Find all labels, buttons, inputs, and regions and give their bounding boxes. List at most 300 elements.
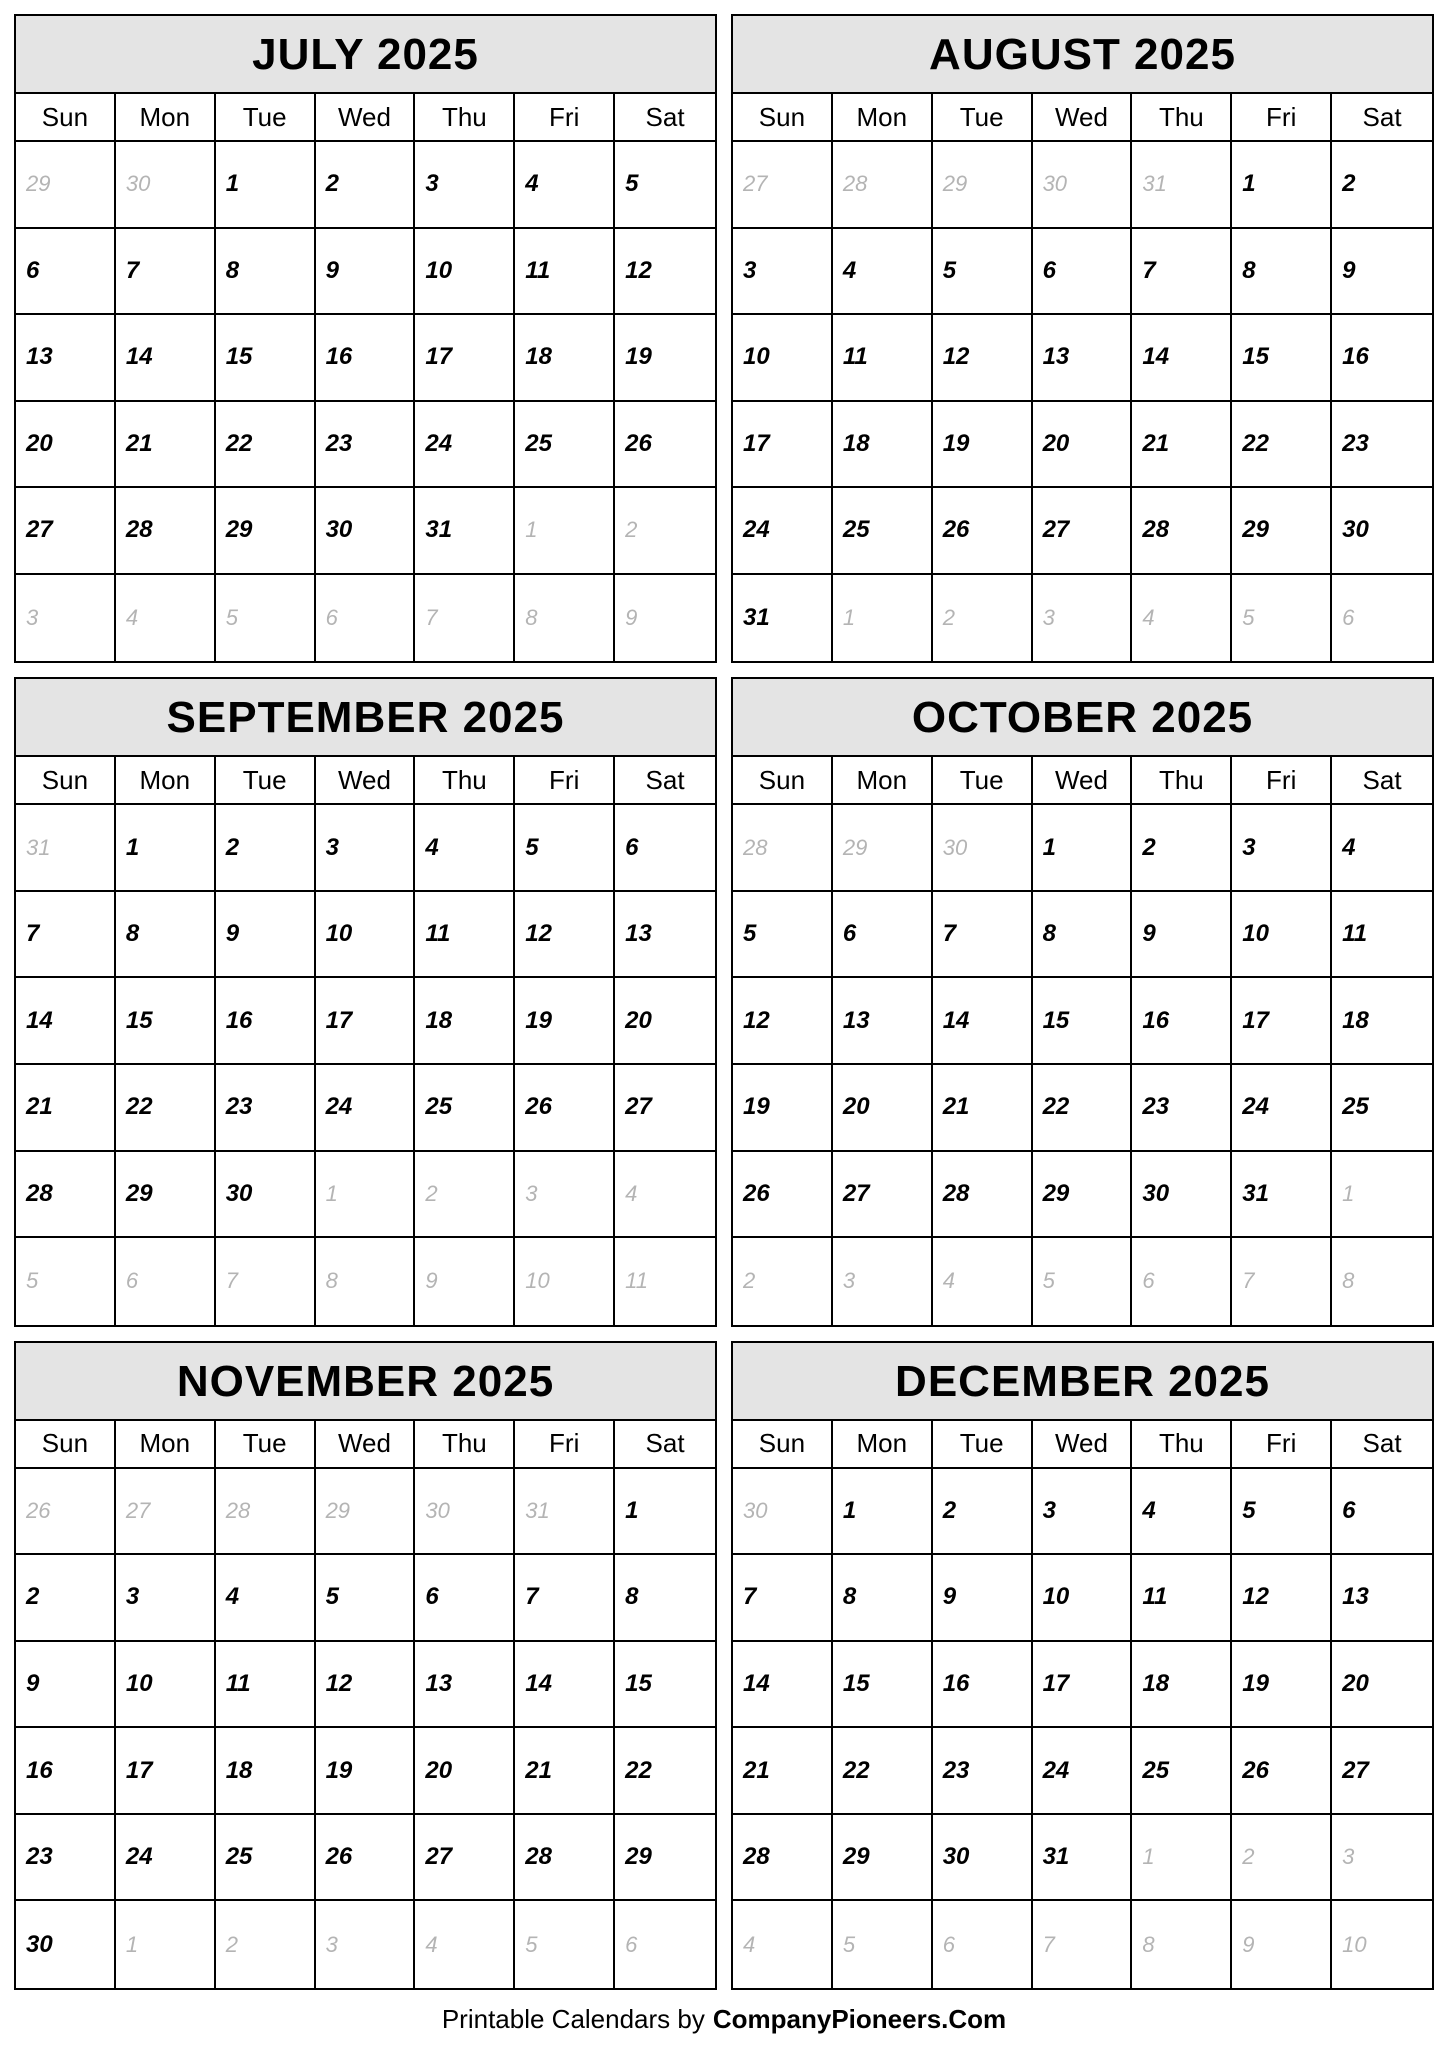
day-cell[interactable]: 17 [733, 402, 833, 487]
day-cell[interactable]: 17 [1033, 1642, 1133, 1727]
day-cell-adjacent-month[interactable]: 5 [515, 1901, 615, 1988]
day-cell[interactable]: 24 [733, 488, 833, 573]
day-cell-adjacent-month[interactable]: 30 [116, 142, 216, 227]
weekday-header-cell: Fri [515, 757, 615, 803]
day-cell[interactable]: 5 [625, 170, 639, 198]
day-cell-adjacent-month[interactable]: 5 [833, 1901, 933, 1988]
day-cell-adjacent-month[interactable]: 31 [16, 805, 116, 890]
day-cell[interactable]: 7 [933, 892, 1033, 977]
day-cell[interactable]: 14 [733, 1642, 833, 1727]
day-cell[interactable]: 12 [1232, 1555, 1332, 1640]
weekday-header-row [733, 757, 1432, 805]
day-cell[interactable]: 12 [933, 315, 1033, 400]
day-cell[interactable]: 26 [1232, 1728, 1332, 1813]
day-cell-adjacent-month[interactable]: 3 [316, 1901, 416, 1988]
day-cell[interactable]: 18 [833, 402, 933, 487]
day-cell-adjacent-month[interactable]: 9 [1232, 1901, 1332, 1988]
day-cell[interactable]: 6 [833, 892, 933, 977]
day-cell[interactable]: 2 [1132, 805, 1232, 890]
day-cell[interactable]: 21 [16, 1065, 116, 1150]
day-cell-adjacent-month[interactable]: 10 [515, 1238, 615, 1325]
day-cell-adjacent-month[interactable]: 3 [16, 575, 116, 662]
day-cell[interactable]: 29 [833, 1815, 933, 1900]
day-cell-adjacent-month[interactable]: 3 [833, 1238, 933, 1325]
day-cell[interactable]: 22 [833, 1728, 933, 1813]
day-cell[interactable]: 13 [833, 978, 933, 1063]
day-cell[interactable]: 20 [833, 1065, 933, 1150]
weekday-header-cell: Sun [16, 1421, 116, 1467]
day-cell[interactable]: 17 [415, 315, 515, 400]
day-cell-adjacent-month[interactable]: 27 [116, 1469, 216, 1554]
day-cell[interactable]: 10 [116, 1642, 216, 1727]
day-cell[interactable]: 28 [933, 1152, 1033, 1237]
day-cell[interactable]: 16 [16, 1728, 116, 1813]
day-cell[interactable]: 29 [625, 1843, 652, 1871]
day-cell[interactable]: 24 [1033, 1728, 1133, 1813]
day-cell-adjacent-month[interactable]: 4 [1132, 575, 1232, 662]
day-cell[interactable]: 7 [515, 1555, 615, 1640]
day-cell-adjacent-month[interactable]: 29 [16, 142, 116, 227]
day-cell-adjacent-month[interactable]: 3 [1342, 1844, 1355, 1870]
day-cell[interactable]: 6 [625, 833, 639, 861]
day-cell-adjacent-month[interactable]: 6 [625, 1931, 638, 1957]
day-cell-adjacent-month[interactable]: 7 [415, 575, 515, 662]
footer-brand: CompanyPioneers.Com [712, 2003, 1007, 2034]
day-cell-adjacent-month[interactable]: 4 [625, 1180, 638, 1206]
day-cell[interactable]: 18 [515, 315, 615, 400]
weekday-header-cell: Wed [1033, 1421, 1133, 1467]
day-cell[interactable]: 30 [1132, 1152, 1232, 1237]
day-cell[interactable]: 15 [1033, 978, 1133, 1063]
day-cell[interactable]: 10 [1232, 892, 1332, 977]
day-cell[interactable]: 20 [16, 402, 116, 487]
weekday-header-cell: Sun [733, 94, 833, 140]
day-cell[interactable]: 4 [1342, 833, 1356, 861]
day-cell[interactable]: 19 [625, 343, 652, 371]
day-cell[interactable]: 28 [116, 488, 216, 573]
day-cell[interactable]: 5 [733, 892, 833, 977]
day-cell[interactable]: 12 [316, 1642, 416, 1727]
day-cell-adjacent-month[interactable]: 29 [933, 142, 1033, 227]
day-cell[interactable]: 23 [933, 1728, 1033, 1813]
day-cell[interactable]: 20 [1342, 1670, 1369, 1698]
day-cell[interactable]: 23 [216, 1065, 316, 1150]
weekday-header-cell: Tue [216, 1421, 316, 1467]
week-row [733, 1238, 1432, 1325]
day-cell[interactable]: 9 [316, 229, 416, 314]
day-cell[interactable]: 7 [1132, 229, 1232, 314]
day-cell[interactable]: 13 [16, 315, 116, 400]
day-cell[interactable]: 22 [1232, 402, 1332, 487]
day-cell[interactable]: 18 [1132, 1642, 1232, 1727]
weekday-header-cell: Sat [1362, 764, 1402, 795]
day-cell[interactable]: 11 [415, 892, 515, 977]
day-cell[interactable]: 11 [1132, 1555, 1232, 1640]
weekday-header-cell: Tue [216, 757, 316, 803]
day-cell[interactable]: 13 [415, 1642, 515, 1727]
week-row [733, 315, 1432, 402]
day-cell[interactable]: 20 [625, 1006, 652, 1034]
day-cell-adjacent-month[interactable]: 29 [316, 1469, 416, 1554]
week-row [733, 229, 1432, 316]
day-cell-adjacent-month[interactable]: 1 [515, 488, 615, 573]
day-cell[interactable]: 28 [515, 1815, 615, 1900]
day-cell[interactable]: 12 [625, 256, 652, 284]
day-cell[interactable]: 29 [116, 1152, 216, 1237]
day-cell[interactable]: 10 [733, 315, 833, 400]
day-cell-adjacent-month[interactable]: 6 [1132, 1238, 1232, 1325]
day-cell-adjacent-month[interactable]: 1 [316, 1152, 416, 1237]
day-cell[interactable]: 25 [415, 1065, 515, 1150]
day-cell[interactable]: 8 [625, 1583, 639, 1611]
day-cell[interactable]: 25 [833, 488, 933, 573]
day-cell-adjacent-month[interactable]: 8 [316, 1238, 416, 1325]
day-cell[interactable]: 29 [216, 488, 316, 573]
day-cell-adjacent-month[interactable]: 1 [116, 1901, 216, 1988]
day-cell[interactable]: 18 [415, 978, 515, 1063]
weeks-body [16, 1469, 715, 1988]
day-cell[interactable]: 3 [415, 142, 515, 227]
day-cell[interactable]: 7 [16, 892, 116, 977]
day-cell[interactable]: 5 [316, 1555, 416, 1640]
day-cell[interactable]: 24 [415, 402, 515, 487]
day-cell-adjacent-month[interactable]: 6 [1342, 605, 1355, 631]
day-cell-adjacent-month[interactable]: 9 [625, 605, 638, 631]
day-cell[interactable]: 26 [625, 429, 652, 457]
week-row [16, 1728, 715, 1815]
day-cell-adjacent-month[interactable]: 10 [1342, 1931, 1367, 1957]
day-cell[interactable]: 8 [216, 229, 316, 314]
day-cell[interactable]: 27 [625, 1093, 652, 1121]
day-cell[interactable]: 30 [216, 1152, 316, 1237]
day-cell[interactable]: 5 [1232, 1469, 1332, 1554]
week-row [16, 805, 715, 892]
weekday-header-cell: Thu [1132, 1421, 1232, 1467]
day-cell[interactable]: 15 [1232, 315, 1332, 400]
day-cell-adjacent-month[interactable]: 9 [415, 1238, 515, 1325]
week-row [16, 575, 715, 662]
day-cell-adjacent-month[interactable]: 6 [933, 1901, 1033, 1988]
day-cell[interactable]: 10 [1033, 1555, 1133, 1640]
day-cell[interactable]: 26 [933, 488, 1033, 573]
day-cell[interactable]: 19 [515, 978, 615, 1063]
day-cell-adjacent-month[interactable]: 30 [1033, 142, 1133, 227]
day-cell[interactable]: 11 [1342, 920, 1368, 948]
day-cell[interactable]: 5 [933, 229, 1033, 314]
weeks-body [16, 805, 715, 1324]
week-row [16, 1901, 715, 1988]
day-cell[interactable]: 17 [1232, 978, 1332, 1063]
day-cell-adjacent-month[interactable]: 4 [116, 575, 216, 662]
day-cell-adjacent-month[interactable]: 2 [415, 1152, 515, 1237]
day-cell-adjacent-month[interactable]: 1 [1132, 1815, 1232, 1900]
weekday-header-cell: Wed [316, 757, 416, 803]
day-cell[interactable]: 8 [116, 892, 216, 977]
day-cell[interactable]: 15 [116, 978, 216, 1063]
day-cell[interactable]: 16 [1132, 978, 1232, 1063]
weekday-header-cell: Mon [116, 1421, 216, 1467]
day-cell[interactable]: 31 [733, 575, 833, 662]
day-cell[interactable]: 31 [415, 488, 515, 573]
day-cell[interactable]: 15 [833, 1642, 933, 1727]
day-cell[interactable]: 1 [216, 142, 316, 227]
week-row [16, 1152, 715, 1239]
day-cell[interactable]: 23 [1132, 1065, 1232, 1150]
day-cell[interactable]: 24 [1232, 1065, 1332, 1150]
day-cell[interactable]: 14 [515, 1642, 615, 1727]
day-cell-adjacent-month[interactable]: 29 [833, 805, 933, 890]
day-cell[interactable]: 11 [833, 315, 933, 400]
day-cell-adjacent-month[interactable]: 5 [1033, 1238, 1133, 1325]
day-cell[interactable]: 7 [116, 229, 216, 314]
day-cell[interactable]: 18 [1342, 1006, 1369, 1034]
day-cell-adjacent-month[interactable]: 1 [1342, 1180, 1355, 1206]
day-cell[interactable]: 25 [515, 402, 615, 487]
day-cell[interactable]: 9 [16, 1642, 116, 1727]
week-row [16, 402, 715, 489]
day-cell[interactable]: 30 [933, 1815, 1033, 1900]
day-cell[interactable]: 1 [833, 1469, 933, 1554]
day-cell[interactable]: 8 [833, 1555, 933, 1640]
day-cell-adjacent-month[interactable]: 31 [1132, 142, 1232, 227]
day-cell[interactable]: 29 [1232, 488, 1332, 573]
day-cell-adjacent-month[interactable]: 30 [933, 805, 1033, 890]
weeks-body [16, 142, 715, 661]
day-cell[interactable]: 12 [733, 978, 833, 1063]
week-row [16, 142, 715, 229]
day-cell[interactable]: 13 [1342, 1583, 1369, 1611]
day-cell[interactable]: 27 [16, 488, 116, 573]
weekday-header-row [733, 94, 1432, 142]
day-cell-adjacent-month[interactable]: 8 [1342, 1268, 1355, 1294]
day-cell[interactable]: 4 [1132, 1469, 1232, 1554]
week-row [733, 1065, 1432, 1152]
day-cell[interactable]: 10 [316, 892, 416, 977]
day-cell[interactable]: 6 [415, 1555, 515, 1640]
day-cell[interactable]: 22 [216, 402, 316, 487]
day-cell[interactable]: 9 [1132, 892, 1232, 977]
day-cell[interactable]: 22 [116, 1065, 216, 1150]
day-cell[interactable]: 23 [316, 402, 416, 487]
day-cell[interactable]: 31 [1232, 1152, 1332, 1237]
day-cell[interactable]: 1 [1232, 142, 1332, 227]
day-cell[interactable]: 30 [16, 1901, 116, 1988]
day-cell[interactable]: 19 [1232, 1642, 1332, 1727]
day-cell[interactable]: 25 [1132, 1728, 1232, 1813]
day-cell[interactable]: 16 [316, 315, 416, 400]
day-cell[interactable]: 12 [515, 892, 615, 977]
day-cell[interactable]: 3 [316, 805, 416, 890]
day-cell[interactable]: 19 [316, 1728, 416, 1813]
month-title: OCTOBER 2025 [733, 679, 1432, 757]
day-cell[interactable]: 26 [733, 1152, 833, 1237]
day-cell-adjacent-month[interactable]: 2 [933, 575, 1033, 662]
day-cell[interactable]: 14 [16, 978, 116, 1063]
month-title: SEPTEMBER 2025 [16, 679, 715, 757]
day-cell-adjacent-month[interactable]: 2 [625, 517, 638, 543]
day-cell[interactable]: 2 [216, 805, 316, 890]
day-cell-adjacent-month[interactable]: 5 [216, 575, 316, 662]
day-cell[interactable]: 30 [316, 488, 416, 573]
day-cell[interactable]: 14 [116, 315, 216, 400]
day-cell[interactable]: 28 [733, 1815, 833, 1900]
day-cell[interactable]: 28 [16, 1152, 116, 1237]
day-cell[interactable]: 1 [625, 1496, 639, 1524]
day-cell-adjacent-month[interactable]: 26 [16, 1469, 116, 1554]
week-row [733, 1555, 1432, 1642]
week-row [733, 1642, 1432, 1729]
day-cell[interactable]: 30 [1342, 516, 1369, 544]
day-cell[interactable]: 20 [415, 1728, 515, 1813]
day-cell[interactable]: 15 [625, 1670, 652, 1698]
day-cell[interactable]: 31 [1033, 1815, 1133, 1900]
day-cell[interactable]: 3 [116, 1555, 216, 1640]
day-cell[interactable]: 22 [1033, 1065, 1133, 1150]
day-cell-adjacent-month[interactable]: 2 [733, 1238, 833, 1325]
day-cell[interactable]: 8 [1232, 229, 1332, 314]
day-cell-adjacent-month[interactable]: 28 [733, 805, 833, 890]
day-cell[interactable]: 4 [415, 805, 515, 890]
month-block [14, 677, 717, 1326]
day-cell[interactable]: 4 [216, 1555, 316, 1640]
day-cell-adjacent-month[interactable]: 7 [1232, 1238, 1332, 1325]
day-cell[interactable]: 28 [1132, 488, 1232, 573]
day-cell[interactable]: 2 [16, 1555, 116, 1640]
day-cell-adjacent-month[interactable]: 6 [116, 1238, 216, 1325]
day-cell[interactable]: 13 [625, 920, 652, 948]
day-cell-adjacent-month[interactable]: 5 [1232, 575, 1332, 662]
day-cell[interactable]: 1 [1033, 805, 1133, 890]
day-cell[interactable]: 9 [933, 1555, 1033, 1640]
day-cell[interactable]: 25 [1342, 1093, 1369, 1121]
day-cell-adjacent-month[interactable]: 6 [316, 575, 416, 662]
week-row [733, 402, 1432, 489]
week-row [16, 1065, 715, 1152]
weekday-header-cell: Wed [316, 94, 416, 140]
day-cell[interactable]: 6 [16, 229, 116, 314]
day-cell-adjacent-month[interactable]: 5 [16, 1238, 116, 1325]
day-cell-adjacent-month[interactable]: 30 [733, 1469, 833, 1554]
day-cell[interactable]: 27 [415, 1815, 515, 1900]
month-block [14, 14, 717, 663]
day-cell-adjacent-month[interactable]: 3 [1033, 575, 1133, 662]
day-cell[interactable]: 10 [415, 229, 515, 314]
footer-prefix: Printable Calendars by [441, 2003, 705, 2034]
day-cell[interactable]: 27 [1033, 488, 1133, 573]
day-cell[interactable]: 27 [833, 1152, 933, 1237]
day-cell[interactable]: 11 [515, 229, 615, 314]
day-cell[interactable]: 24 [116, 1815, 216, 1900]
day-cell[interactable]: 25 [216, 1815, 316, 1900]
weeks-body [733, 142, 1432, 661]
day-cell-adjacent-month[interactable]: 11 [625, 1268, 648, 1294]
day-cell-adjacent-month[interactable]: 2 [1232, 1815, 1332, 1900]
day-cell[interactable]: 6 [1033, 229, 1133, 314]
day-cell[interactable]: 4 [515, 142, 615, 227]
weekday-header-cell: Thu [415, 1421, 515, 1467]
day-cell-adjacent-month[interactable]: 27 [733, 142, 833, 227]
day-cell[interactable]: 27 [1342, 1756, 1369, 1784]
day-cell-adjacent-month[interactable]: 3 [515, 1152, 615, 1237]
day-cell-adjacent-month[interactable]: 7 [216, 1238, 316, 1325]
day-cell[interactable]: 2 [316, 142, 416, 227]
weekday-header-cell: Sun [16, 757, 116, 803]
day-cell[interactable]: 21 [1132, 402, 1232, 487]
month-title: JULY 2025 [16, 16, 715, 94]
day-cell[interactable]: 8 [1033, 892, 1133, 977]
weekday-header-cell: Mon [833, 94, 933, 140]
day-cell[interactable]: 21 [733, 1728, 833, 1813]
day-cell-adjacent-month[interactable]: 1 [833, 575, 933, 662]
week-row [733, 978, 1432, 1065]
day-cell-adjacent-month[interactable]: 4 [733, 1901, 833, 1988]
day-cell[interactable]: 7 [733, 1555, 833, 1640]
day-cell[interactable]: 3 [1232, 805, 1332, 890]
day-cell[interactable]: 19 [933, 402, 1033, 487]
day-cell[interactable]: 13 [1033, 315, 1133, 400]
day-cell[interactable]: 14 [933, 978, 1033, 1063]
day-cell[interactable]: 5 [515, 805, 615, 890]
day-cell[interactable]: 26 [515, 1065, 615, 1150]
day-cell[interactable]: 20 [1033, 402, 1133, 487]
day-cell[interactable]: 9 [1342, 256, 1356, 284]
day-cell[interactable]: 14 [1132, 315, 1232, 400]
day-cell[interactable]: 1 [116, 805, 216, 890]
day-cell[interactable]: 2 [1342, 170, 1356, 198]
day-cell[interactable]: 9 [216, 892, 316, 977]
day-cell[interactable]: 11 [216, 1642, 316, 1727]
week-row [16, 315, 715, 402]
day-cell[interactable]: 16 [933, 1642, 1033, 1727]
day-cell[interactable]: 6 [1342, 1496, 1356, 1524]
day-cell-adjacent-month[interactable]: 31 [515, 1469, 615, 1554]
day-cell-adjacent-month[interactable]: 28 [833, 142, 933, 227]
day-cell-adjacent-month[interactable]: 8 [515, 575, 615, 662]
day-cell[interactable]: 16 [216, 978, 316, 1063]
day-cell[interactable]: 24 [316, 1065, 416, 1150]
day-cell[interactable]: 21 [933, 1065, 1033, 1150]
day-cell[interactable]: 21 [116, 402, 216, 487]
weekday-header-cell: Fri [1232, 757, 1332, 803]
day-cell[interactable]: 21 [515, 1728, 615, 1813]
day-cell[interactable]: 18 [216, 1728, 316, 1813]
day-cell[interactable]: 15 [216, 315, 316, 400]
day-cell-adjacent-month[interactable]: 8 [1132, 1901, 1232, 1988]
day-cell[interactable]: 16 [1342, 343, 1369, 371]
day-cell[interactable]: 23 [16, 1815, 116, 1900]
day-cell-adjacent-month[interactable]: 4 [415, 1901, 515, 1988]
day-cell-adjacent-month[interactable]: 2 [216, 1901, 316, 1988]
day-cell[interactable]: 17 [316, 978, 416, 1063]
day-cell-adjacent-month[interactable]: 30 [415, 1469, 515, 1554]
day-cell[interactable]: 19 [733, 1065, 833, 1150]
day-cell[interactable]: 2 [933, 1469, 1033, 1554]
day-cell[interactable]: 29 [1033, 1152, 1133, 1237]
day-cell-adjacent-month[interactable]: 4 [933, 1238, 1033, 1325]
day-cell[interactable]: 3 [1033, 1469, 1133, 1554]
day-cell[interactable]: 4 [833, 229, 933, 314]
day-cell-adjacent-month[interactable]: 7 [1033, 1901, 1133, 1988]
day-cell-adjacent-month[interactable]: 28 [216, 1469, 316, 1554]
day-cell[interactable]: 26 [316, 1815, 416, 1900]
day-cell[interactable]: 22 [625, 1756, 652, 1784]
day-cell[interactable]: 23 [1342, 429, 1369, 457]
day-cell[interactable]: 17 [116, 1728, 216, 1813]
months-grid [14, 14, 1434, 1990]
day-cell[interactable]: 3 [733, 229, 833, 314]
weekday-header-cell: Sat [1362, 101, 1402, 132]
month-block [731, 1341, 1434, 1990]
